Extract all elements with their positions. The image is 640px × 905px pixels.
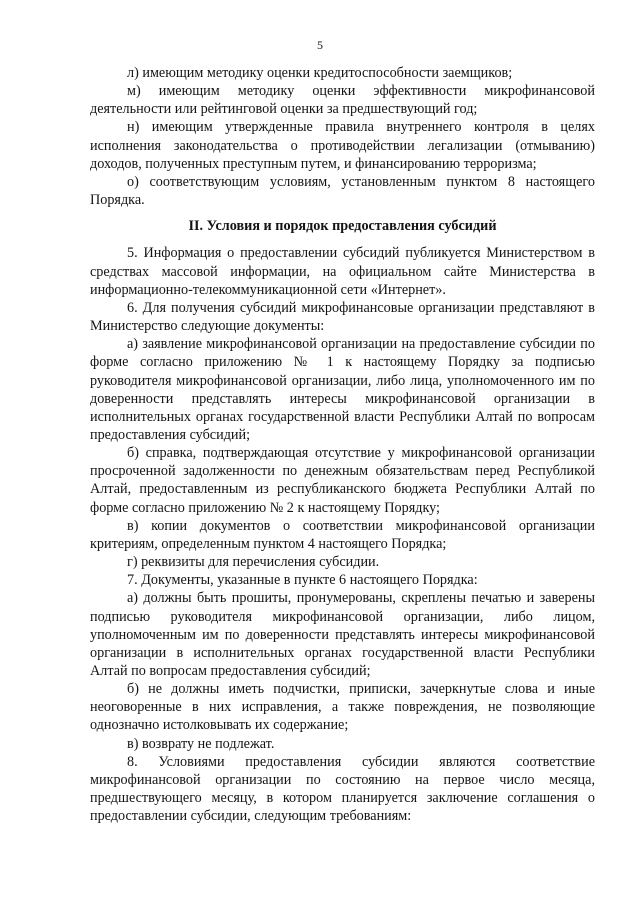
clause-6-item-g: г) реквизиты для перечисления субсидии.	[127, 554, 380, 571]
list-item-l: л) имеющим методику оценки кредитоспособности заемщиков;	[127, 65, 513, 81]
clause-7: 7. Документы, указанные в пункте 6 настоящего Порядка:	[127, 572, 478, 589]
clause-7-item-a: а) должны быть прошиты, пронумерованы, скреплены печатью и заверены подписью руководителя микрофинансовой организации, либо лицом, уполномоченным им по доверенности представлять интересы микрофинансовой организации в исполнительных органах государственной власти Республики Алтай по вопросам предоставления субсидий;	[90, 590, 595, 679]
clause-7-item-v: в) возврату не подлежат.	[127, 735, 275, 752]
clause-7-item-b: б) не должны иметь подчистки, приписки, зачеркнутые слова и иные неоговоренные в них исправления, а также повреждения, не позволяющие однозначно истолковывать их содержание;	[90, 681, 595, 734]
clause-5: 5. Информация о предоставлении субсидий публикуется Министерством в средствах массовой информации, на официальном сайте Министерства в информационно-телекоммуникационной сети «Интернет».	[90, 245, 595, 298]
clause-6-item-b: б) справка, подтверждающая отсутствие у микрофинансовой организации просроченной задолженности по денежным обязательствам перед Республикой Алтай, предоставленным из республиканского бюджета Республики Алтай по форме согласно приложению № 2 к настоящему Порядку;	[90, 445, 595, 516]
clause-6-item-a: а) заявление микрофинансовой организации на предоставление субсидии по форме согласно приложению № 1 к настоящему Порядку за подписью руководителя микрофинансовой организации, либо лица, уполномоченного им по доверенности представлять интересы микрофинансовой организации в исполнительных органах государственной власти Республики Алтай по вопросам предоставления субсидий;	[90, 336, 595, 443]
list-item-n: н) имеющим утвержденные правила внутреннего контроля в целях исполнения законодательства о противодействии легализации (отмыванию) доходов, полученных преступным путем, и финансированию терроризма;	[90, 119, 595, 172]
document-body	[90, 64, 595, 825]
clause-6: 6. Для получения субсидий микрофинансовые организации представляют в Министерство следующие документы:	[90, 299, 595, 335]
list-item-o: о) соответствующим условиям, установленным пунктом 8 настоящего Порядка.	[90, 173, 595, 209]
clause-8: 8. Условиями предоставления субсидии являются соответствие микрофинансовой организации по состоянию на первое число месяца, предшествующего месяцу, в котором планируется заключение соглашения о предоставлении субсидии, следующим требованиям:	[90, 753, 595, 825]
section-heading: II. Условия и порядок предоставления субсидий	[188, 218, 497, 235]
clause-6-item-v: в) копии документов о соответствии микрофинансовой организации критериям, определенным пунктом 4 настоящего Порядка;	[90, 517, 595, 552]
list-item-m: м) имеющим методику оценки эффективности микрофинансовой деятельности или рейтинговой оценки за предшествующий год;	[90, 83, 595, 118]
page-number: 5	[317, 38, 323, 52]
